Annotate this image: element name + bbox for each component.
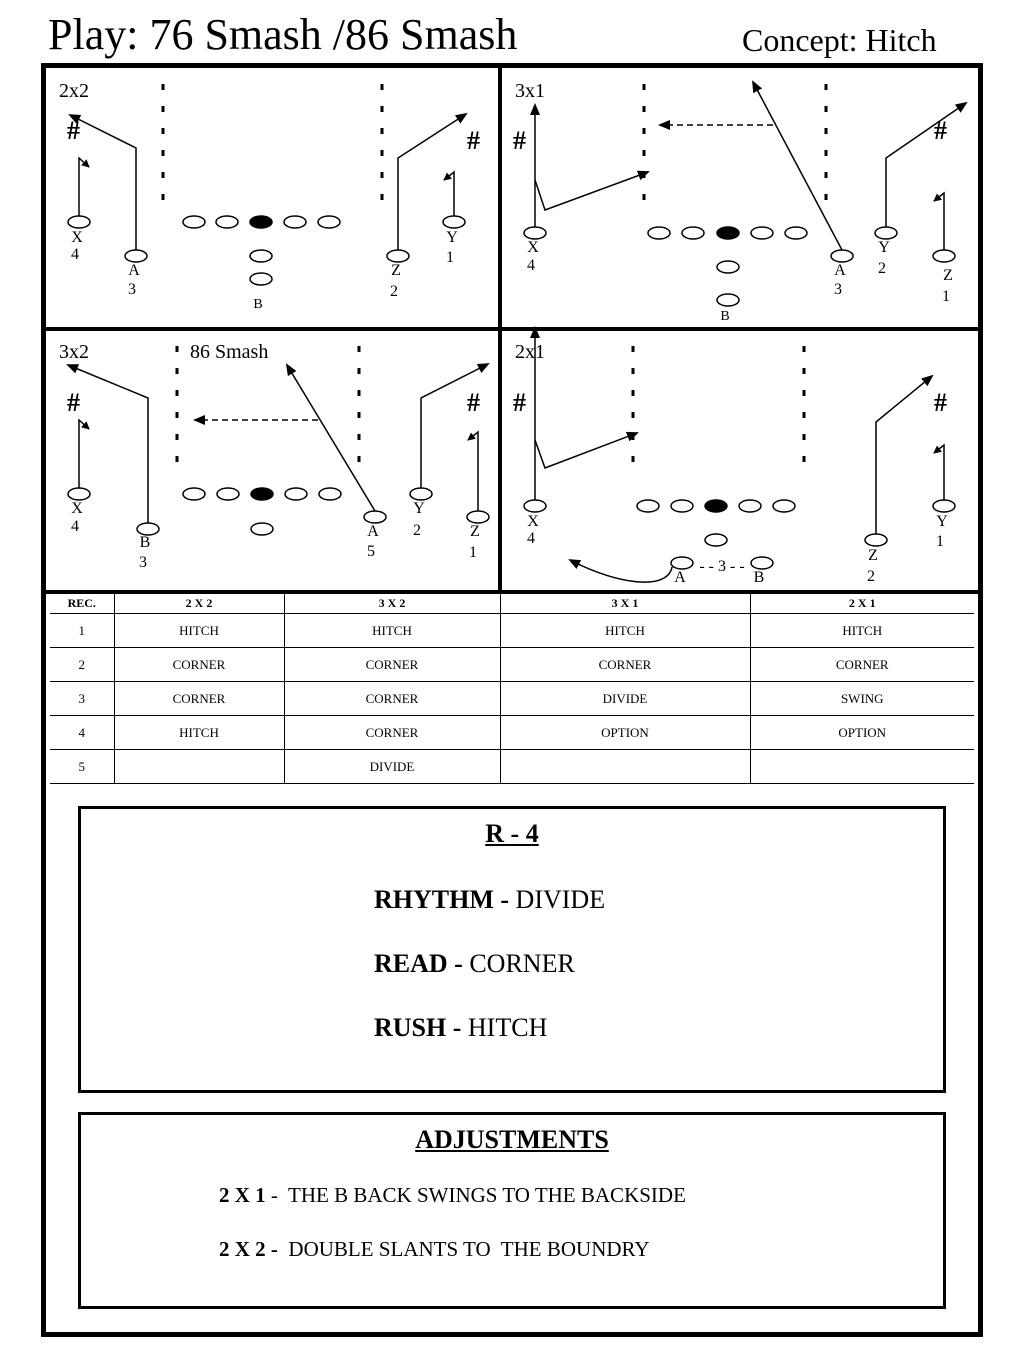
table-row xyxy=(50,750,974,784)
svg-text:3: 3 xyxy=(128,281,136,298)
svg-text:A: A xyxy=(367,523,379,540)
svg-text:X: X xyxy=(527,239,539,256)
rush-line: RUSH - HITCH xyxy=(374,1013,548,1042)
svg-text:4: 4 xyxy=(527,530,535,547)
table-row xyxy=(50,682,974,716)
route-cell: CORNER xyxy=(284,716,500,750)
hash-mark: # xyxy=(67,388,80,417)
route-cell xyxy=(114,750,284,784)
svg-text:4: 4 xyxy=(527,257,535,274)
player-labels xyxy=(71,500,480,571)
offensive-line xyxy=(524,227,955,306)
svg-text:3: 3 xyxy=(834,281,842,298)
column-header: 3 X 1 xyxy=(500,594,750,614)
svg-text:Y: Y xyxy=(446,229,458,246)
route-cell: HITCH xyxy=(750,614,974,648)
route-cell: HITCH xyxy=(500,614,750,648)
route-cell: CORNER xyxy=(284,682,500,716)
yard-dashes xyxy=(163,84,382,200)
formation-label: 2x2 xyxy=(59,80,89,102)
player-labels xyxy=(527,239,953,324)
route-cell: DIVIDE xyxy=(284,750,500,784)
diagram-2x2 xyxy=(59,80,480,312)
read-progression-box xyxy=(78,806,946,1093)
column-header: 3 X 2 xyxy=(284,594,500,614)
player-labels xyxy=(527,513,948,586)
svg-text:5: 5 xyxy=(367,543,375,560)
route-cell: CORNER xyxy=(500,648,750,682)
route-cell: OPTION xyxy=(750,716,974,750)
route-cell xyxy=(750,750,974,784)
route-cell: CORNER xyxy=(750,648,974,682)
hash-mark: # xyxy=(513,388,526,417)
read-box-title: R - 4 xyxy=(485,819,539,848)
svg-text:Y: Y xyxy=(413,500,425,517)
column-header: 2 X 2 xyxy=(114,594,284,614)
yard-dashes xyxy=(177,346,359,462)
svg-text:1: 1 xyxy=(469,544,477,561)
formation-label: 3x2 xyxy=(59,341,89,363)
column-header: 2 X 1 xyxy=(750,594,974,614)
svg-text:4: 4 xyxy=(71,246,79,263)
svg-text:B: B xyxy=(753,569,765,586)
receiver-number-cell: 5 xyxy=(50,750,114,784)
svg-text:Z: Z xyxy=(943,267,953,284)
svg-text:4: 4 xyxy=(71,518,79,535)
yard-dashes xyxy=(633,346,804,462)
svg-text:2: 2 xyxy=(867,568,875,585)
route-cell: HITCH xyxy=(284,614,500,648)
hash-mark: # xyxy=(513,126,526,155)
offensive-line xyxy=(68,488,489,535)
table-body xyxy=(50,614,974,784)
adjustment-line: 2 X 2 - DOUBLE SLANTS TO THE BOUNDRY xyxy=(219,1237,650,1261)
hash-mark: # xyxy=(67,116,80,145)
route-cell: DIVIDE xyxy=(500,682,750,716)
diagram-grid xyxy=(46,68,978,592)
svg-text:Z: Z xyxy=(868,547,878,564)
svg-text:Y: Y xyxy=(936,513,948,530)
svg-text:Z: Z xyxy=(391,262,401,279)
table-row xyxy=(50,648,974,682)
svg-text:2: 2 xyxy=(390,283,398,300)
svg-text:B: B xyxy=(139,534,151,551)
route-cell: HITCH xyxy=(114,716,284,750)
table-row xyxy=(50,614,974,648)
adjustments-box xyxy=(78,1112,946,1309)
svg-text:B: B xyxy=(720,309,730,324)
hash-mark: # xyxy=(467,388,480,417)
svg-text:A: A xyxy=(834,262,846,279)
svg-text:X: X xyxy=(527,513,539,530)
route-cell: HITCH xyxy=(114,614,284,648)
svg-text:1: 1 xyxy=(942,288,950,305)
rhythm-line: RHYTHM - DIVIDE xyxy=(374,885,606,914)
receiver-number-cell: 3 xyxy=(50,682,114,716)
read-line: READ - CORNER xyxy=(374,949,575,978)
svg-text:X: X xyxy=(71,500,83,517)
diagram-3x2 xyxy=(59,341,489,571)
svg-text:A: A xyxy=(128,262,140,279)
adjustments-title: ADJUSTMENTS xyxy=(415,1125,609,1154)
table-header-row xyxy=(50,594,974,614)
svg-text:2: 2 xyxy=(878,260,886,277)
svg-text:A: A xyxy=(674,569,686,586)
route-cell: CORNER xyxy=(114,682,284,716)
receiver-assignment-table xyxy=(50,594,974,784)
svg-text:1: 1 xyxy=(446,249,454,266)
route-cell xyxy=(500,750,750,784)
routes xyxy=(535,82,966,250)
svg-text:- - 3 - -: - - 3 - - xyxy=(699,558,745,575)
diagram-3x1 xyxy=(513,80,966,324)
adjustment-line: 2 X 1 - THE B BACK SWINGS TO THE BACKSIDE xyxy=(219,1183,686,1207)
play-diagrams xyxy=(0,0,1024,600)
table-row xyxy=(50,716,974,750)
route-cell: CORNER xyxy=(114,648,284,682)
hash-mark: # xyxy=(934,116,947,145)
route-cell: OPTION xyxy=(500,716,750,750)
svg-text:X: X xyxy=(71,229,83,246)
play-sub-label: 86 Smash xyxy=(190,341,269,363)
route-cell: CORNER xyxy=(284,648,500,682)
hash-mark: # xyxy=(467,126,480,155)
column-header: REC. xyxy=(50,594,114,614)
svg-text:2: 2 xyxy=(413,522,421,539)
route-cell: SWING xyxy=(750,682,974,716)
play-title: Play: 76 Smash /86 Smash xyxy=(48,10,518,59)
formation-label: 3x1 xyxy=(515,80,545,102)
routes xyxy=(70,114,466,250)
yard-dashes xyxy=(644,84,826,200)
svg-text:Z: Z xyxy=(470,523,480,540)
svg-text:Y: Y xyxy=(878,239,890,256)
svg-text:B: B xyxy=(253,297,263,312)
svg-text:3: 3 xyxy=(139,554,147,571)
formation-label: 2x1 xyxy=(515,341,545,363)
receiver-number-cell: 2 xyxy=(50,648,114,682)
hash-mark: # xyxy=(934,388,947,417)
concept-title: Concept: Hitch xyxy=(742,22,937,58)
diagram-2x1 xyxy=(513,328,955,586)
receiver-number-cell: 1 xyxy=(50,614,114,648)
svg-text:1: 1 xyxy=(936,533,944,550)
receiver-number-cell: 4 xyxy=(50,716,114,750)
player-labels xyxy=(71,229,458,312)
